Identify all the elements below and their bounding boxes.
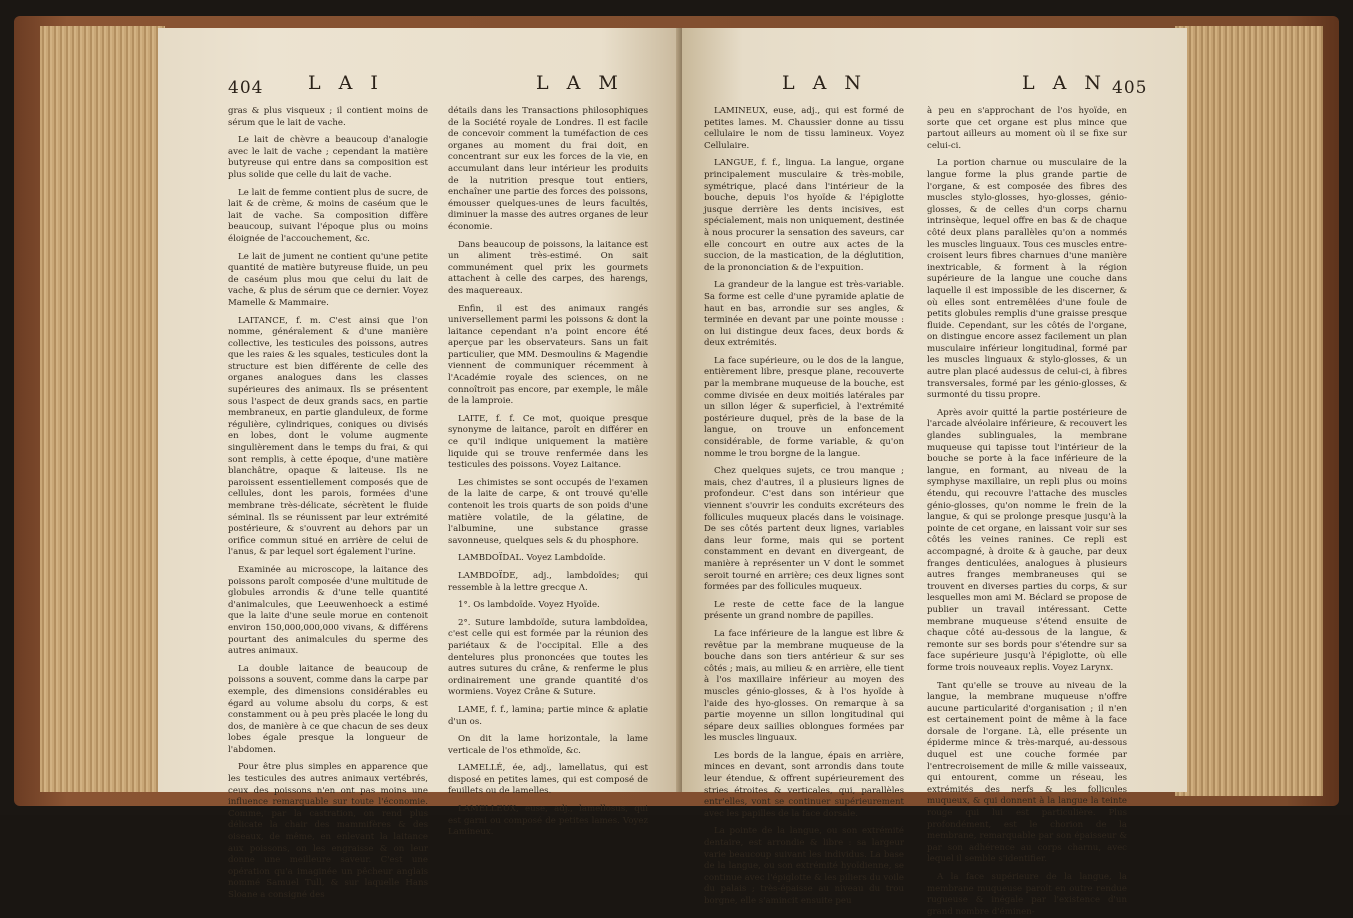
left-page-edges [40, 26, 165, 792]
paragraph: Le lait de chèvre a beaucoup d'analogie avec le lait de vache ; cependant la matière butyreuse qui entre dans sa composition est plus solide que celle du lait de vache. [228, 135, 428, 180]
paragraph: LAMELLÉ, ée, adj., lamellatus, qui est disposé en petites lames, qui est composé de feuillets ou de lamelles. [448, 763, 648, 797]
paragraph: LAMINEUX, euse, adj., qui est formé de petites lames. M. Chaussier donne au tissu cellulaire le nom de tissu lamineux. Voyez Cellulaire. [704, 106, 904, 151]
paragraph: LAITE, f. f. Ce mot, quoique presque synonyme de laitance, paroît en différer en ce qu'il indique uniquement la matière liquide qui se trouve renfermée dans les testicules des poissons. Voyez Laitance. [448, 413, 648, 471]
left-page [158, 28, 680, 900]
paragraph: Dans beaucoup de poissons, la laitance est un aliment très-estimé. On sait communément quel prix les gourmets attachent à celle des carpes, des harengs, des maquereaux. [448, 239, 648, 296]
paragraph: La pointe de la langue, ou son extrémité dentaire, est arrondie & libre : sa largeur varie beaucoup suivant les individus. La base de la langue, ou son extrémité hyoïdienne, se continue avec l'épiglotte & les piliers du voile du palais ; très-épaisse au niveau du trou borgne, elle s'amincit ensuite peu [704, 826, 904, 906]
paragraph: Après avoir quitté la partie postérieure de l'arcade alvéolaire inférieure, & recouvert les glandes sublinguales, la membrane muqueuse qui tapisse tout l'intérieur de la bouche se porte à la face inférieure de la langue, en formant, au niveau de la symphyse maxillaire, un repli plus ou moins étendu, qui recouvre l'attache des muscles génio-glosses, qu'on nomme le frein de la langue, & qui se prolonge presque jusqu'à la pointe de cet organe, en laissant voir sur ses côtés les veines ranines. Ce repli est accompagné, à droite & à gauche, par deux franges denticulées, analogues à plusieurs autres franges membraneuses qui se trouvent en diverses parties du corps, & sur lesquelles mon ami M. Béclard se propose de publier un travail intéressant. Cette membrane muqueuse s'étend ensuite de chaque côté au-dessous de la langue, & remonte sur ses bords pour s'étendre sur sa face supérieure jusqu'à l'épiglotte, où elle forme trois nouveaux replis. Voyez Larynx. [927, 407, 1127, 673]
paragraph: LAMBDOÏDAL. Voyez Lambdoïde. [458, 553, 606, 564]
paragraph: La grandeur de la langue est très-variable. Sa forme est celle d'une pyramide aplatie de haut en bas, arrondie sur ses angles, & terminée en devant par une pointe mousse : on lui distingue deux faces, deux bords & deux extrémités. [704, 280, 904, 349]
paragraph: La face inférieure de la langue est libre & revêtue par la membrane muqueuse de la bouche dans son tiers antérieur & sur ses côtés ; mais, au milieu & en arrière, elle tient à l'os maxillaire inférieur au moyen des muscles génio-glosses, & à l'os hyoïde à l'aide des hyo-glosses. On remarque à sa partie moyenne un sillon longitudinal qui sépare deux saillies oblongues formées par les muscles linguaux. [704, 628, 904, 744]
paragraph: 1°. Os lambdoïde. Voyez Hyoïde. [458, 600, 600, 611]
right-page-edges [1175, 26, 1323, 796]
paragraph: LANGUE, f. f., lingua. La langue, organe principalement musculaire & très-mobile, symétrique, placé dans l'intérieur de la bouche, depuis l'os hyoïde & l'épiglotte jusque derrière les dents incisives, est spécialement, mais non uniquement, destinée à nous procurer la sensation des saveurs, car elle concourt en outre aux actes de la succion, de la mastication, de la déglutition, de la prononciation & de l'expuition. [704, 158, 904, 273]
right-page [682, 28, 1187, 917]
paragraph: 2°. Suture lambdoïde, sutura lambdoïdea, c'est celle qui est formée par la réunion des pariétaux & de l'occipital. Elle a des dentelures plus prononcées que toutes les autres sutures du crâne, & renferme le plus ordinairement une grande quantité d'os wormiens. Voyez Crâne & Suture. [448, 617, 648, 698]
right-column-2 [927, 106, 1127, 917]
paragraph: LAMELLEUX, euse, adj., lamellosus, qui est garni ou composé de petites lames. Voyez Lamineux. [448, 804, 648, 838]
paragraph: La double laitance de beaucoup de poissons a souvent, comme dans la carpe par exemple, des dimensions considérables eu égard au volume absolu du corps, & est constamment ou à peu près placée le long du dos, de manière à ce que chacun de ses deux lobes égale presque la longueur de l'abdomen. [228, 663, 428, 755]
paragraph: Les chimistes se sont occupés de l'examen de la laite de carpe, & ont trouvé qu'elle contenoit les trois quarts de son poids d'une matière volatile, de la gélatine, de l'albumine, une substance grasse savonneuse, quelques sels & du phosphore. [448, 477, 648, 546]
paragraph: Le reste de cette face de la langue présente un grand nombre de papilles. [704, 599, 904, 622]
paragraph: Les bords de la langue, épais en arrière, minces en devant, sont arrondis dans toute leur étendue, & offrent supérieurement des stries étroites & verticales, qui, parallèles entr'elles, vont se continuer supérieurement avec les papilles de la face dorsale. [704, 750, 904, 819]
right-running-head-2: L A N [1022, 72, 1108, 94]
paragraph: A la face supérieure de la langue, la membrane muqueuse paroît en outre rendue rugueuse & inégale par l'existence d'un grand nombre d'éminen- [927, 872, 1127, 917]
paragraph: LAME, f. f., lamina; partie mince & aplatie d'un os. [448, 704, 648, 727]
left-column-2 [448, 106, 648, 838]
paragraph: Chez quelques sujets, ce trou manque ; mais, chez d'autres, il a plusieurs lignes de profondeur. C'est dans son intérieur que viennent s'ouvrir les conduits excréteurs des follicules muqueux placés dans le voisinage. De ses côtés partent deux lignes, variables dans leur forme, mais qui se portent constamment en devant en divergeant, de manière à représenter un V dont le sommet seroit tourné en arrière; ces deux lignes sont formées par des follicules muqueux. [704, 466, 904, 593]
paragraph: On dit la lame horizontale, la lame verticale de l'os ethmoïde, &c. [448, 734, 648, 756]
paragraph: gras & plus visqueux ; il contient moins de sérum que le lait de vache. [228, 106, 428, 128]
paragraph: La portion charnue ou musculaire de la langue forme la plus grande partie de l'organe, & est composée des fibres des muscles stylo-glosses, hyo-glosses, génio-glosses, & de celles d'un corps charnu intrinsèque, lequel offre en bas & de chaque côté deux plans parallèles qu'on a nommés les muscles linguaux. Tous ces muscles entre-croisent leurs fibres charnues d'une manière inextricable, & forment à la région supérieure de la langue une couche dans laquelle il est impossible de les discerner, & où elles sont entremêlées d'une foule de petits globules remplis d'une graisse presque fluide. Cependant, sur les côtés de l'organe, on distingue encore assez facilement un plan musculaire inférieur longitudinal, formé par les muscles linguaux & stylo-glosses, & un autre plan placé audessus de celui-ci, à fibres transversales, formé par les génio-glosses, & surmonté du tissu propre. [927, 158, 1127, 401]
paragraph: La face supérieure, ou le dos de la langue, entièrement libre, presque plane, recouverte par la membrane muqueuse de la bouche, est comme divisée en deux moitiés latérales par un sillon léger & superficiel, à l'extrémité postérieure duquel, près de la base de la langue, on trouve un enfoncement considérable, de forme variable, & qu'on nomme le trou borgne de la langue. [704, 355, 904, 459]
paragraph: Le lait de jument ne contient qu'une petite quantité de matière butyreuse fluide, un peu de caséum plus mou que celui du lait de vache, & plus de sérum que ce dernier. Voyez Mamelle & Mammaire. [228, 251, 428, 308]
paragraph: Enfin, il est des animaux rangés universellement parmi les poissons & dont la laitance cependant n'a point encore été aperçue par les observateurs. Sans un fait particulier, que MM. Desmoulins & Magendie viennent de communiquer récemment à l'Académie royale des sciences, on ne connoîtroit pas encore, par exemple, le mâle de la lamproie. [448, 303, 648, 407]
paragraph: LAMBDOÏDE, adj., lambdoïdes; qui ressemble à la lettre grecque Λ. [448, 570, 648, 593]
paragraph: Tant qu'elle se trouve au niveau de la langue, la membrane muqueuse n'offre aucune particularité d'organisation ; il n'en est certainement point de même à la face dorsale de l'organe. Là, elle présente un épiderme mince & très-marqué, au-dessous duquel est une couche formée par l'entrecroisement de mille & mille vaisseaux, qui entourent, comme un réseau, les extrémités des nerfs & les follicules muqueux, & qui donnent à la langue la teinte rouge qui lui est particulière. Plus profondément, est le chorion de la membrane, remarquable par son épaisseur & par son adhérence au corps charnu, avec lequel il semble s'identifier. [927, 680, 1127, 865]
paragraph: à peu en s'approchant de l'os hyoïde, en sorte que cet organe est plus mince que partout ailleurs au moment où il se fixe sur celui-ci. [927, 106, 1127, 151]
paragraph: Examinée au microscope, la laitance des poissons paroît composée d'une multitude de globules arrondis & d'une telle quantité d'animalcules, que Leeuwenhoeck a estimé que la laite d'une seule morue en contenoit environ 150,000,000,000 vivans, & différens pourtant des animalcules du sperme des autres animaux. [228, 564, 428, 657]
paragraph: Pour être plus simples en apparence que les testicules des autres animaux vertébrés, ceux des poissons n'en ont pas moins une influence remarquable sur toute l'économie. Comme, par la castration, on rend plus délicate la chair des mammifères & des oiseaux, de même, en enlevant la laitance aux poissons, on les engraisse & on leur donne une meilleure saveur. C'est une opération qu'a imaginée un pêcheur anglais nommé Samuel Tull, & sur laquelle Hans Sloane a consigné des [228, 762, 428, 900]
paragraph: détails dans les Transactions philosophiques de la Société royale de Londres. Il est facile de concevoir comment la tuméfaction de ces organes au moment du frai doit, en concentrant sur eux les forces de la vie, en accumulant dans leur intérieur les produits de la nutrition presque tout entiers, enchaîner une partie des forces des poissons, émousser quelques-unes de leurs facultés, diminuer la masse des autres organes de leur économie. [448, 106, 648, 232]
paragraph: LAITANCE, f. m. C'est ainsi que l'on nomme, généralement & d'une manière collective, les testicules des poissons, autres que les raies & les squales, testicules dont la structure est bien différente de celle des organes analogues dans les classes supérieures des animaux. Ils se présentent sous l'aspect de deux grands sacs, en partie membraneux, en partie glanduleux, de forme régulière, cylindriques, coniques ou divisés en lobes, dont le volume augmente singulièrement dans le temps du frai, & qui sont remplis, à cette époque, d'une matière blanchâtre, opaque & laiteuse. Ils ne paroissent essentiellement composés que de cellules, dont les parois, formées d'une membrane très-délicate, sécrètent le fluide séminal. Ils se réunissent par leur extrémité postérieure, & s'ouvrent au dehors par un orifice commun situé en arrière de celui de l'anus, & par lequel sort également l'urine. [228, 315, 428, 558]
paragraph: Le lait de femme contient plus de sucre, de lait & de crème, & moins de caséum que le lait de vache. Sa composition diffère beaucoup, suivant l'époque plus ou moins éloignée de l'accouchement, &c. [228, 187, 428, 244]
left-column-1 [228, 106, 428, 900]
left-running-head-2: L A M [536, 72, 624, 94]
left-page-number: 404 [228, 78, 264, 98]
right-column-1 [704, 106, 904, 906]
left-running-head-1: L A I [308, 72, 384, 94]
right-running-head-1: L A N [782, 72, 868, 94]
right-page-number: 405 [1112, 78, 1148, 98]
